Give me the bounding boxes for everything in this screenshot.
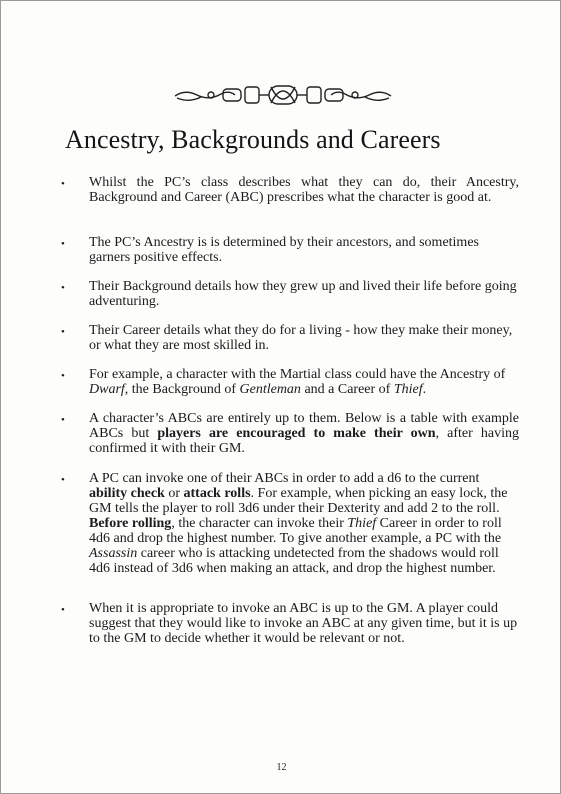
thief-term: Thief	[347, 516, 377, 531]
list-item	[61, 367, 523, 397]
assassin-term: Assassin	[89, 546, 138, 561]
list-item-text: A PC can invoke one of their ABCs in order to add a d6 to the current	[89, 471, 480, 486]
page-title: Ancestry, Backgrounds and Careers	[65, 125, 441, 154]
list-item-text: , the character can invoke their	[171, 516, 348, 531]
list-item-text: .	[422, 382, 427, 397]
emphasis-text: players are encouraged to make their own	[157, 426, 436, 441]
list-item-text: , the Background of	[124, 382, 240, 397]
bullet-dot: •	[61, 238, 65, 250]
list-item-text: Whilst the PC’s class describes what they can do, their Ancestry, Background and Career (ABC) prescribes what the character is good at.	[89, 175, 519, 205]
list-item	[61, 471, 523, 576]
list-item-text: Their Career details what they do for a living - how they make their money, or what they are most skilled in.	[89, 323, 513, 353]
bullet-dot: •	[61, 604, 65, 616]
list-item-text: or	[164, 486, 184, 501]
bullet-dot: •	[61, 474, 65, 486]
bullet-dot: •	[61, 414, 65, 426]
list-item-text: . For example, when picking an easy lock, the GM tells the player to roll 3d6 under their Dexterity and add 2 to the roll.	[89, 486, 508, 516]
list-item-text: and a Career of	[300, 382, 394, 397]
list-item	[61, 175, 523, 205]
list-item-text: A character’s ABCs are entirely up to them. Below is a table with example ABCs but	[89, 411, 519, 441]
list-item	[61, 235, 523, 265]
bullet-dot: •	[61, 370, 65, 382]
bullet-dot: •	[61, 326, 65, 338]
ancestry-example: Dwarf	[89, 382, 125, 397]
list-item-text: When it is appropriate to invoke an ABC is up to the GM. A player could suggest that they would like to invoke an ABC at any given time, but it is up to the GM to decide whether it would be relevant or not.	[89, 601, 518, 646]
ability-check-term: ability check	[89, 486, 165, 501]
list-item-text: , after having confirmed it with their GM.	[89, 426, 519, 456]
list-item	[61, 601, 523, 646]
list-item	[61, 279, 523, 309]
list-item	[61, 323, 523, 353]
career-example: Thief	[393, 382, 423, 397]
list-item-text: The PC’s Ancestry is is determined by their ancestors, and sometimes garners positive effects.	[89, 235, 479, 265]
list-item-text: Their Background details how they grew up and lived their life before going adventuring.	[89, 279, 517, 309]
bullet-dot: •	[61, 282, 65, 294]
celtic-knot-divider-icon	[171, 75, 395, 115]
background-example: Gentleman	[239, 382, 301, 397]
list-item	[61, 411, 523, 456]
before-rolling-term: Before rolling	[89, 516, 172, 531]
page-number: 12	[276, 762, 287, 773]
list-item-text: For example, a character with the Martial class could have the Ancestry of	[89, 367, 506, 382]
attack-rolls-term: attack rolls	[183, 486, 251, 501]
list-item-text: Career in order to roll 4d6 and drop the highest number. To give another example, a PC with the	[89, 516, 502, 546]
bullet-dot: •	[61, 178, 65, 190]
list-item-text: career who is attacking undetected from the shadows would roll 4d6 instead of 3d6 when making an attack, and drop the highest number.	[89, 546, 499, 576]
